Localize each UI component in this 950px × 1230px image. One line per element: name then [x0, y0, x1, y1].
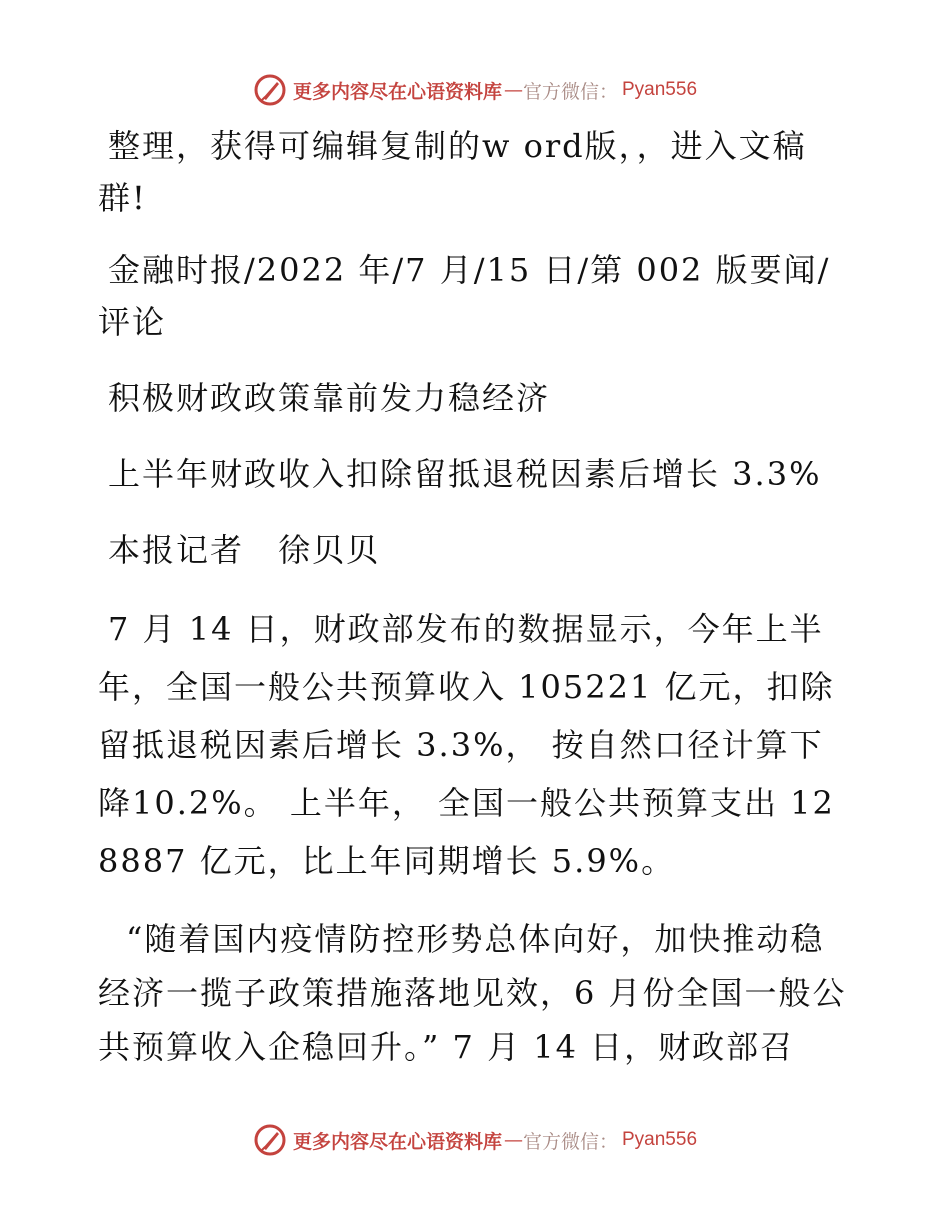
quill-logo-icon: [253, 1123, 287, 1157]
body-paragraph-2: “随着国内疫情防控形势总体向好，加快推动稳经济一揽子政策措施落地见效，6 月份全国一般公共预算收入企稳回升。” 7 月 14 日，财政部召: [98, 920, 847, 1066]
document-body: [98, 120, 850, 1074]
quill-logo-icon: [253, 73, 287, 107]
banner-wechat-id: Pyan556: [622, 79, 698, 100]
article-subtitle: 上半年财政收入扣除留抵退税因素后增长 3.3%: [108, 455, 822, 493]
footer-watermark-banner: [0, 1118, 950, 1162]
banner-separator: —: [503, 79, 523, 101]
banner-wechat-label: 官方微信：: [522, 80, 618, 103]
intro-line: 整理，获得可编辑复制的w ord版，，进入文稿群!: [98, 127, 807, 217]
banner-text: 更多内容尽在心语资料库: [292, 80, 502, 103]
banner-wechat-id: Pyan556: [622, 1129, 698, 1150]
banner-separator: —: [503, 1129, 523, 1151]
header-watermark-banner: [0, 68, 950, 112]
byline: 本报记者 徐贝贝: [108, 531, 381, 569]
source-line: 金融时报/2022 年/7 月/15 日/第 002 版要闻/评论: [98, 251, 831, 341]
banner-wechat-label: 官方微信：: [522, 1130, 618, 1153]
body-paragraph-1: 7 月 14 日，财政部发布的数据显示，今年上半年，全国一般公共预算收入 105221 亿元，扣除留抵退税因素后增长 3.3%， 按自然口径计算下降10.2%。 上半年， 全国一般公共预算支出 128887 亿元，比上年同期增长 5.9%。: [98, 610, 835, 880]
banner-text: 更多内容尽在心语资料库: [292, 1130, 502, 1153]
article-title: 积极财政政策靠前发力稳经济: [108, 379, 551, 417]
